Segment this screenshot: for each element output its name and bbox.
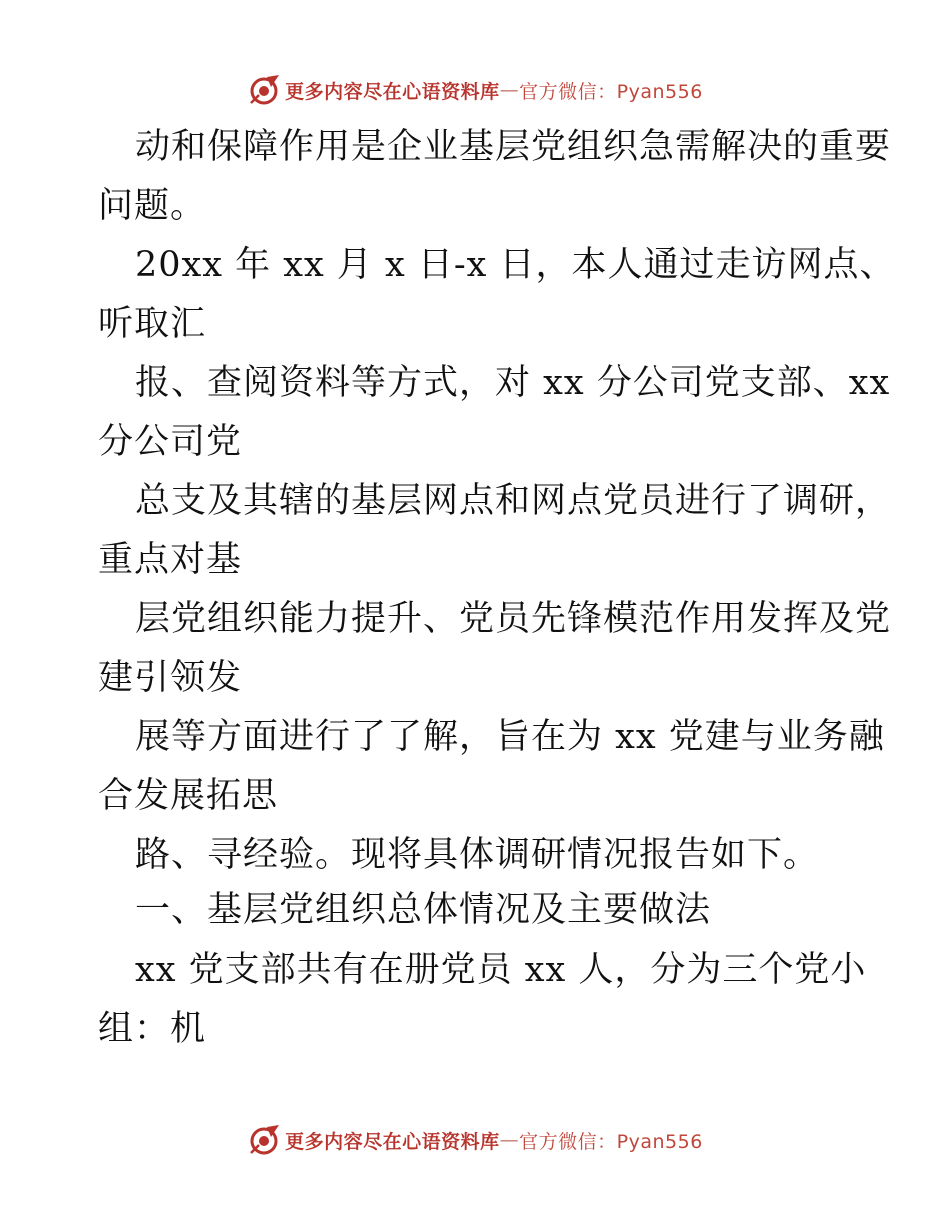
body-line-11: 展等方面进行了了解，旨在为 xx 党建与业务融 [135, 717, 885, 757]
footer-wechat-text: 官方微信：Pyan556 [519, 1130, 703, 1153]
body-line-12: 合发展拓思 [98, 776, 279, 816]
body-line-6: 分公司党 [98, 422, 243, 462]
body-line-1: 动和保障作用是企业基层党组织急需解决的重要 [135, 127, 892, 167]
header-site-text: 更多内容尽在心语资料库 [285, 80, 500, 103]
body-line-7: 总支及其辖的基层网点和网点党员进行了调研， [135, 481, 892, 521]
footer-watermark-banner [0, 1120, 950, 1160]
body-line-16: 组：机 [98, 1009, 207, 1049]
body-line-4: 听取汇 [98, 304, 207, 344]
footer-site-text: 更多内容尽在心语资料库 [285, 1130, 500, 1153]
body-line-10: 建引领发 [98, 658, 243, 698]
body-line-15: xx 党支部共有在册党员 xx 人，分为三个党小 [135, 950, 867, 990]
body-line-2: 问题。 [98, 186, 207, 226]
body-line-8: 重点对基 [98, 540, 243, 580]
header-wechat-text: 官方微信：Pyan556 [519, 80, 703, 103]
body-line-3: 20xx 年 xx 月 x 日-x 日，本人通过走访网点、 [135, 245, 896, 285]
header-dash: — [499, 79, 520, 101]
footer-dash: — [499, 1129, 520, 1151]
section-heading: 一、基层党组织总体情况及主要做法 [135, 890, 712, 930]
body-line-13: 路、寻经验。现将具体调研情况报告如下。 [135, 835, 820, 875]
body-line-9: 层党组织能力提升、党员先锋模范作用发挥及党 [135, 599, 892, 639]
quill-logo-icon [247, 1123, 281, 1157]
body-line-5: 报、查阅资料等方式，对 xx 分公司党支部、xx [135, 363, 891, 403]
